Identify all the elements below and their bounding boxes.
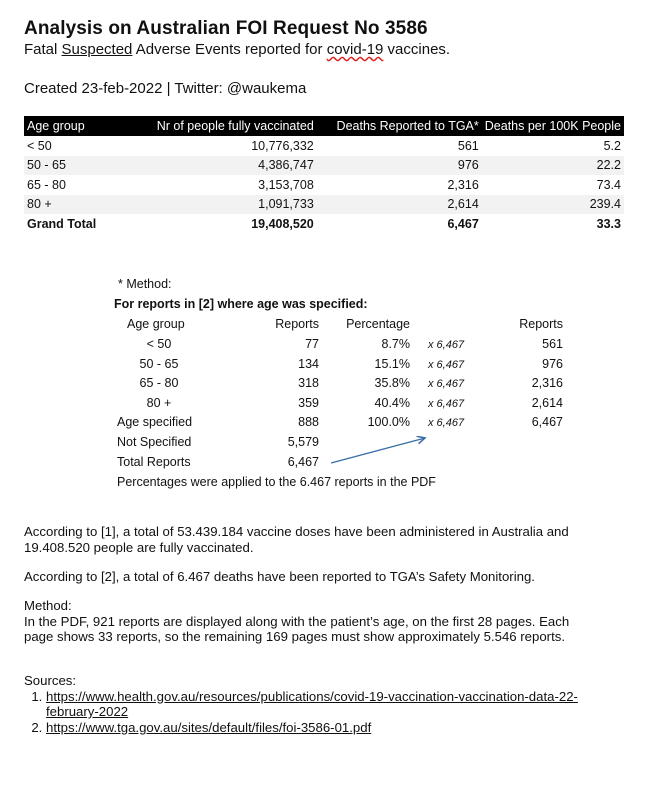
suspected-word: Suspected — [61, 41, 133, 58]
method-col-percentage: Percentage — [346, 317, 410, 331]
method-row-age: 80 + — [146, 396, 172, 410]
method-note: Percentages were applied to the 6.467 reports in the PDF — [117, 475, 436, 489]
sources-label: Sources: — [24, 673, 77, 688]
method-row-pct: 15.1% — [374, 357, 410, 371]
method-row-age: 65 - 80 — [139, 376, 179, 390]
table-row: < 50 10,776,332 561 5.2 — [27, 138, 621, 153]
method-row-mult: x 6,467 — [428, 359, 465, 371]
arrow-icon — [325, 428, 435, 468]
deaths-table — [24, 116, 624, 234]
not-specified-label: Not Specified — [117, 435, 192, 449]
method-row-pct: 8.7% — [381, 337, 410, 351]
paragraph-vaccination: According to [1], a total of 53.439.184 vaccine doses have been administered in Australia and 19.408.520 people are fully vaccinated. — [24, 524, 569, 555]
paragraph-deaths: According to [2], a total of 6.467 deaths have been reported to TGA’s Safety Monitoring. — [24, 569, 535, 584]
created-line: Created 23-feb-2022 | Twitter: @waukema — [24, 80, 307, 97]
method-row-reports: 318 — [298, 376, 319, 390]
page-title: Analysis on Australian FOI Request No 3586 — [24, 18, 428, 39]
grand-total-row: Grand Total 19,408,520 6,467 33.3 — [27, 216, 621, 231]
col-deaths-per-100k: Deaths per 100K People — [482, 116, 624, 136]
method-row-age: Age specified — [117, 415, 193, 429]
covid-word: covid-19 — [326, 41, 384, 58]
method-row-age: 50 - 65 — [139, 357, 179, 371]
method-row-result: 2,614 — [531, 396, 563, 410]
method-row-mult: x 6,467 — [428, 339, 465, 351]
method-col-reports2: Reports — [519, 317, 563, 331]
table-row: 50 - 65 4,386,747 976 22.2 — [24, 156, 624, 176]
method-heading: * Method: — [118, 277, 172, 291]
col-deaths-reported: Deaths Reported to TGA* — [317, 116, 482, 136]
method-row-pct: 100.0% — [367, 415, 410, 429]
method-row-reports: 134 — [298, 357, 319, 371]
table-row: 80 + 1,091,733 2,614 239.4 — [24, 195, 624, 215]
subtitle: Fatal Suspected Adverse Events reported for covid-19 vaccines. — [24, 41, 451, 58]
col-fully-vaccinated: Nr of people fully vaccinated — [111, 116, 316, 136]
method-row-result: 2,316 — [531, 376, 563, 390]
total-reports-value: 6,467 — [287, 455, 319, 469]
method-row-mult: x 6,467 — [428, 398, 465, 410]
source-link-2[interactable]: https://www.tga.gov.au/sites/default/files/foi-3586-01.pdf — [46, 719, 372, 735]
method-row-mult: x 6,467 — [428, 417, 465, 429]
table-row: 65 - 80 3,153,708 2,316 73.4 — [27, 177, 621, 192]
method-row-reports: 77 — [305, 337, 319, 351]
table-header-row — [24, 116, 624, 136]
method-row-result: 976 — [542, 357, 563, 371]
sources-list — [24, 689, 634, 736]
method-row-mult: x 6,467 — [428, 378, 465, 390]
method-row-reports: 888 — [298, 415, 319, 429]
method-col-age: Age group — [127, 317, 185, 331]
method-row-result: 6,467 — [531, 415, 563, 429]
method-section — [24, 598, 634, 645]
list-item — [46, 720, 634, 736]
method-row-pct: 40.4% — [374, 396, 410, 410]
method-row-pct: 35.8% — [374, 376, 410, 390]
col-age-group: Age group — [24, 116, 111, 136]
not-specified-value: 5,579 — [287, 435, 319, 449]
method-row-age: < 50 — [146, 337, 172, 351]
list-item — [46, 689, 626, 720]
method-row-reports: 359 — [298, 396, 319, 410]
method-subheading: For reports in [2] where age was specified: — [114, 297, 368, 311]
method-col-reports: Reports — [275, 317, 319, 331]
total-reports-label: Total Reports — [117, 455, 191, 469]
method-row-result: 561 — [542, 337, 563, 351]
method-text: In the PDF, 921 reports are displayed along with the patient’s age, on the first 28 pages. Each page shows 33 reports, so the remaining 169 pages must show approximately 5.546 reports. — [24, 613, 570, 644]
sources-section — [24, 673, 634, 735]
source-link-1[interactable]: https://www.health.gov.au/resources/publications/covid-19-vaccination-vaccination-data-22-february-2022 — [46, 688, 578, 719]
method-label: Method: — [24, 598, 72, 613]
